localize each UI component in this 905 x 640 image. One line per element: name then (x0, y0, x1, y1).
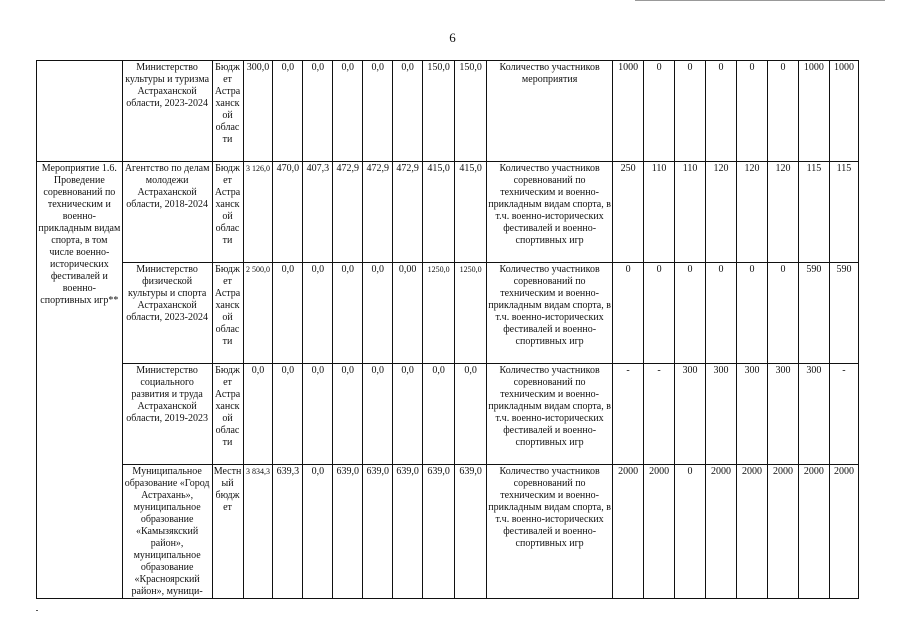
funding-amount-cell: 0,0 (363, 61, 393, 162)
funding-amount-cell: 0,0 (303, 61, 333, 162)
funding-amount-cell: 639,0 (455, 465, 487, 599)
funding-source-cell: Бюджет Астраханской области (212, 162, 243, 263)
program-table (36, 60, 859, 599)
indicator-value-cell: 300 (736, 364, 767, 465)
indicator-value-cell: 250 (613, 162, 644, 263)
indicator-cell: Количество участников соревнований по техническим и военно-прикладным видам спорта, в т.ч. военно-исторических фестивалей и военно-спортивных игр (487, 465, 613, 599)
executor-cell: Министерство культуры и туризма Астраханской области, 2023-2024 (122, 61, 212, 162)
event-cell-empty (37, 61, 123, 162)
funding-source-cell: Бюджет Астраханской области (212, 364, 243, 465)
indicator-value-cell: 115 (829, 162, 858, 263)
funding-amount-cell: 0,0 (273, 364, 303, 465)
indicator-value-cell: 2000 (644, 465, 675, 599)
indicator-value-cell: 120 (706, 162, 737, 263)
indicator-value-cell: 300 (675, 364, 706, 465)
indicator-cell: Количество участников соревнований по техническим и военно-прикладным видам спорта, в т.ч. военно-исторических фестивалей и военно-спортивных игр (487, 162, 613, 263)
indicator-value-cell: - (829, 364, 858, 465)
funding-amount-cell: 150,0 (423, 61, 455, 162)
indicator-value-cell: 0 (675, 61, 706, 162)
funding-amount-cell: 639,0 (423, 465, 455, 599)
funding-source-cell: Бюджет Астраханской области (212, 61, 243, 162)
indicator-value-cell: 0 (767, 263, 798, 364)
indicator-value-cell: 2000 (736, 465, 767, 599)
indicator-cell: Количество участников соревнований по техническим и военно-прикладным видам спорта, в т.ч. военно-исторических фестивалей и военно-спортивных игр (487, 364, 613, 465)
indicator-value-cell: - (644, 364, 675, 465)
funding-amount-cell: 639,0 (333, 465, 363, 599)
executor-cell: Агентство по делам молодежи Астраханской области, 2018-2024 (122, 162, 212, 263)
indicator-value-cell: 2000 (829, 465, 858, 599)
funding-amount-cell: 0,0 (363, 364, 393, 465)
indicator-value-cell: 300 (798, 364, 829, 465)
indicator-cell: Количество участников соревнований по техническим и военно-прикладным видам спорта, в т.ч. военно-исторических фестивалей и военно-спортивных игр (487, 263, 613, 364)
funding-amount-cell: 3 126,0 (243, 162, 273, 263)
page-number: 6 (449, 30, 456, 45)
indicator-value-cell: 0 (675, 465, 706, 599)
funding-amount-cell: 639,0 (393, 465, 423, 599)
indicator-value-cell: 0 (613, 263, 644, 364)
indicator-value-cell: 0 (706, 61, 737, 162)
indicator-value-cell: 2000 (706, 465, 737, 599)
funding-amount-cell: 639,3 (273, 465, 303, 599)
indicator-value-cell: 2000 (767, 465, 798, 599)
indicator-value-cell: 120 (767, 162, 798, 263)
executor-cell: Министерство социального развития и труда Астраханской области, 2019-2023 (122, 364, 212, 465)
funding-amount-cell: 0,0 (273, 263, 303, 364)
funding-amount-cell: 150,0 (455, 61, 487, 162)
top-edge-line (635, 0, 885, 2)
indicator-value-cell: 0 (706, 263, 737, 364)
indicator-value-cell: 590 (798, 263, 829, 364)
indicator-value-cell: 300 (767, 364, 798, 465)
indicator-value-cell: 0 (736, 263, 767, 364)
indicator-value-cell: 0 (644, 61, 675, 162)
funding-source-cell: Местный бюджет (212, 465, 243, 599)
funding-amount-cell: 472,9 (363, 162, 393, 263)
executor-cell: Министерство физической культуры и спорта Астраханской области, 2023-2024 (122, 263, 212, 364)
funding-amount-cell: 0,0 (333, 364, 363, 465)
indicator-value-cell: 300 (706, 364, 737, 465)
funding-amount-cell: 407,3 (303, 162, 333, 263)
funding-amount-cell: 0,0 (333, 61, 363, 162)
indicator-value-cell: 2000 (613, 465, 644, 599)
funding-amount-cell: 472,9 (393, 162, 423, 263)
funding-amount-cell: 300,0 (243, 61, 273, 162)
funding-amount-cell: 0,0 (363, 263, 393, 364)
indicator-cell: Количество участников мероприятия (487, 61, 613, 162)
funding-amount-cell: 0,0 (455, 364, 487, 465)
funding-amount-cell: 0,0 (303, 465, 333, 599)
indicator-value-cell: 1000 (613, 61, 644, 162)
funding-amount-cell: 0,0 (333, 263, 363, 364)
indicator-value-cell: 2000 (798, 465, 829, 599)
event-label: Мероприятие 1.6. Проведение соревнований по техническим и военно-прикладным видам спорта, в том числе военно-исторических фестивалей и военно-спортивных игр** (37, 162, 123, 599)
funding-amount-cell: 0,0 (303, 263, 333, 364)
funding-amount-cell: 0,0 (273, 61, 303, 162)
funding-amount-cell: 415,0 (423, 162, 455, 263)
table-row (37, 364, 859, 465)
funding-amount-cell: 0,0 (393, 61, 423, 162)
scan-dot (36, 610, 38, 611)
indicator-value-cell: 1000 (829, 61, 858, 162)
funding-amount-cell: 0,0 (303, 364, 333, 465)
table-row (37, 162, 859, 263)
indicator-value-cell: 0 (644, 263, 675, 364)
indicator-value-cell: 1000 (798, 61, 829, 162)
indicator-value-cell: 0 (736, 61, 767, 162)
funding-amount-cell: 1250,0 (423, 263, 455, 364)
indicator-value-cell: 120 (736, 162, 767, 263)
funding-amount-cell: 0,00 (393, 263, 423, 364)
indicator-value-cell: 110 (644, 162, 675, 263)
funding-amount-cell: 1250,0 (455, 263, 487, 364)
funding-amount-cell: 0,0 (243, 364, 273, 465)
funding-amount-cell: 639,0 (363, 465, 393, 599)
funding-amount-cell: 470,0 (273, 162, 303, 263)
table-row (37, 465, 859, 599)
indicator-value-cell: 590 (829, 263, 858, 364)
indicator-value-cell: 115 (798, 162, 829, 263)
table-row (37, 61, 859, 162)
funding-amount-cell: 472,9 (333, 162, 363, 263)
indicator-value-cell: 110 (675, 162, 706, 263)
indicator-value-cell: 0 (675, 263, 706, 364)
table-row (37, 263, 859, 364)
funding-source-cell: Бюджет Астраханской области (212, 263, 243, 364)
funding-amount-cell: 3 834,3 (243, 465, 273, 599)
funding-amount-cell: 2 500,0 (243, 263, 273, 364)
funding-amount-cell: 0,0 (393, 364, 423, 465)
indicator-value-cell: 0 (767, 61, 798, 162)
funding-amount-cell: 0,0 (423, 364, 455, 465)
executor-cell: Муниципальное образование «Город Астрахань», муниципальное образование «Камызякский район», муниципальное образование «Красноярский район», муници- (122, 465, 212, 599)
indicator-value-cell: - (613, 364, 644, 465)
funding-amount-cell: 415,0 (455, 162, 487, 263)
